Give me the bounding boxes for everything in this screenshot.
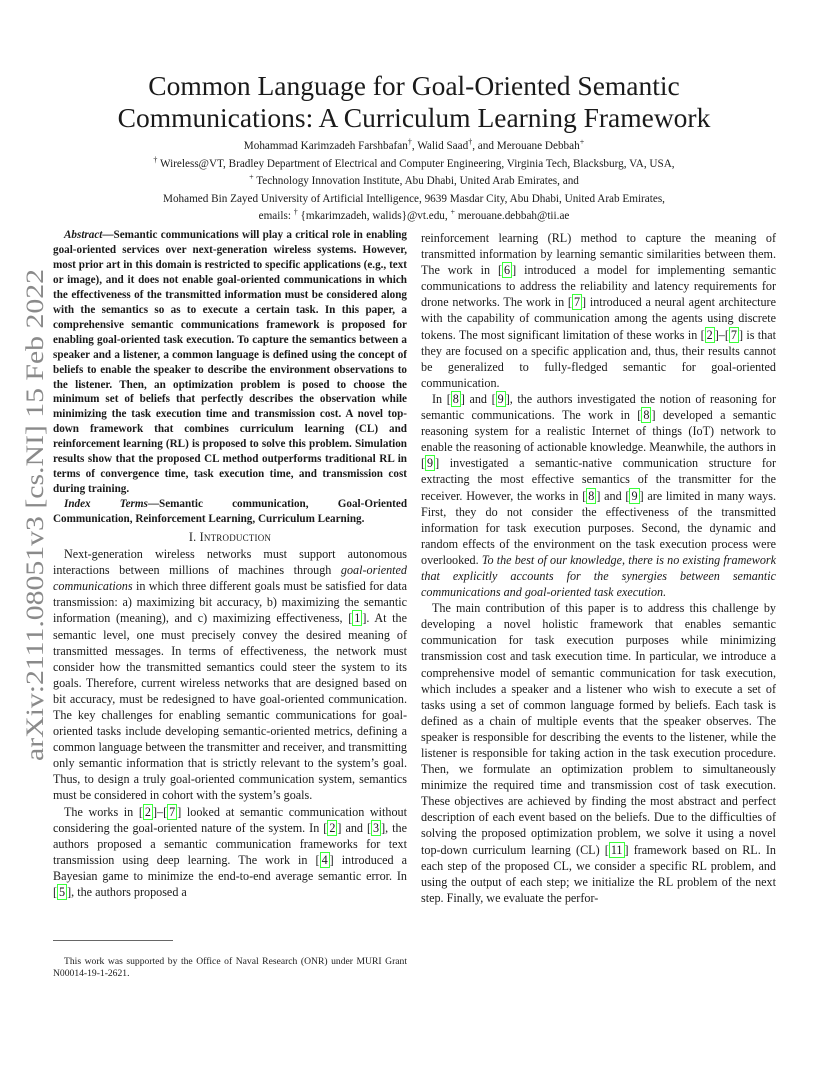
text-run: ] is that they are focused on a specific application and, thus, their results cannot be generalized to fully-fledged semantic for goal-oriented communication. (421, 327, 776, 390)
citation-link[interactable]: 3 (373, 820, 380, 835)
author-list (95, 138, 733, 156)
citation-link[interactable]: 7 (573, 295, 581, 310)
citation-link[interactable]: 5 (59, 885, 66, 900)
affiliation-mark: † (153, 154, 158, 164)
right-column (421, 230, 776, 906)
citation-link[interactable]: 9 (631, 488, 638, 503)
text-run: in which three different goals must be satisfied for data transmission: a) maximizing bit accuracy, b) maximizing the semantic information (meaning), and c) maximizing effectiveness, [ (53, 579, 407, 626)
citation-link[interactable]: 7 (169, 804, 176, 819)
index-terms-text: —Semantic communication, Goal-Oriented Communication, Reinforcement Learning, Curriculum Learning. (53, 498, 408, 526)
citation-link[interactable]: 9 (427, 456, 434, 471)
funding-footnote: This work was supported by the Office of Naval Research (ONR) under MURI Grant N00014-19-1-2621. (53, 955, 407, 980)
text-run: ] and [ (460, 391, 496, 406)
citation-link[interactable]: 8 (643, 408, 650, 423)
affiliation-mark: † (407, 137, 412, 147)
text-run: ] investigated a semantic-native communication structure for extracting the most effective semantics of the transmitter for the receiver. However, the works in [ (421, 456, 776, 503)
citation-link[interactable]: 8 (588, 488, 595, 503)
intro-paragraph-1 (53, 546, 407, 804)
right-paragraph-3 (421, 600, 776, 906)
index-terms-label: Index Terms (64, 498, 148, 511)
text-run: ] looked at semantic communication without considering the goal-oriented nature of the system. In [ (53, 804, 407, 835)
affiliation-mark: † (468, 137, 473, 147)
citation-link[interactable]: 9 (497, 391, 504, 406)
text-run: The works in [ (64, 804, 143, 819)
citation-link[interactable]: 2 (706, 327, 713, 342)
paper-title (95, 70, 733, 134)
abstract-text: —Semantic communications will play a critical role in enabling goal-oriented services over next-generation wireless systems. However, most prior art in this domain is restricted to specific applications (e.g., text or image), and it does not enable goal-oriented communications in which the effectiveness of the transmitted information must be considered along with the semantics so as to execute a certain task. In this paper, a comprehensive semantic communications framework is proposed for enabling goal-oriented task execution. To capture the semantics between a speaker and a listener, a common language is defined using the concept of beliefs to enable the speaker to describe the environment observations to the listener. Then, an optimization problem is posed to choose the minimum set of beliefs that perfectly describes the observation while minimizing the task execution time and transmission cost. A novel top-down framework that combines curriculum learning (CL) and reinforcement learning (RL) is proposed to solve this problem. Simulation results show that the proposed CL method outperforms traditional RL in terms of convergence time, task execution time, and transmission cost during training. (53, 229, 407, 496)
right-paragraph-2 (421, 391, 776, 600)
text-run: The main contribution of this paper is to address this challenge by developing a novel holistic framework that enables semantic communication for task execution purposes while minimizing transmission cost and task execution time. In particular, we introduce a comprehensive model of semantic communication for task execution, which includes a speaker and a listener who wish to execute a set of tasks using a set of common language formed by beliefs. Each task is defined as a chain of multiple events that the speaker observes. The speaker is responsible for describing the events to the listener, while the listener is responsible for taking action in the task execution procedure. Then, we formulate an optimization problem to simultaneously minimize the required time and transmission cost of task execution. These objectives are achieved by finding the most abstract and perfect description of each event based on the beliefs. Due to the difficulties of solving the proposed optimization problem, we solve it using a novel top-down curriculum learning (CL) [ (421, 601, 776, 857)
email-label: emails: (258, 210, 291, 222)
text-run: ] and [ (337, 820, 372, 835)
affiliation-1 (95, 156, 733, 174)
citation-link[interactable]: 6 (504, 263, 511, 278)
text-run: ] and [ (596, 488, 630, 503)
affiliation-2-text: Technology Innovation Institute, Abu Dhabi, United Arab Emirates, and (256, 175, 579, 187)
text-run: ] introduced a Bayesian game to minimize the end-to-end average semantic error. In [ (53, 852, 408, 900)
abstract-label: Abstract (64, 229, 103, 241)
affiliation-mark: + (450, 207, 456, 217)
citation-link[interactable]: 4 (321, 852, 328, 867)
author-2: , Walid Saad (411, 140, 469, 152)
citation-link[interactable]: 2 (144, 804, 151, 819)
arxiv-identifier-text: arXiv:2111.08051v3 [cs.NI] 15 Feb 2022 (22, 347, 49, 761)
author-3: , and Merouane Debbah (472, 140, 580, 152)
email-tii: merouane.debbah@tii.ae (457, 210, 570, 222)
affiliation-3: Mohamed Bin Zayed University of Artificial Intelligence, 9639 Masdar City, Abu Dhabi, United Arab Emirates, (163, 192, 665, 205)
text-run: ] introduced a neural agent architecture with the capability of communication among the agents using discrete tokens. The most significant limitation of these works in [ (421, 295, 776, 342)
text-run: ]–[ (714, 327, 729, 342)
text-run: reinforcement learning (RL) method to capture the meaning of transmitted information by learning semantic similarities between them. The work in [ (421, 231, 776, 278)
text-run: ], the authors proposed a (67, 885, 187, 900)
index-terms (53, 497, 407, 527)
text-run: ]. At the semantic level, one must precisely convey the desired meaning of transmitted messages. In terms of effectiveness, the network must consider how the transmitted semantics could steer the system to its goals. Therefore, current wireless networks that are designed based on bit accuracy, must be redesigned to have goal-oriented communication. The key challenges for enabling semantic communications for goal-oriented tasks include developing semantic-oriented metrics, defining a common language between the transmitter and receiver, and transmitting only semantic information that is strictly relevant to the system’s goal. Thus, to design a truly goal-oriented communication system, semantics must be considered in cohort with the system’s goals. (53, 611, 408, 803)
author-block (95, 138, 733, 226)
emphasis-text: goal-oriented communications (53, 563, 407, 594)
left-column (53, 228, 407, 900)
text-run: ], the authors proposed a semantic communication frameworks for text transmission using deep learning. The work in [ (53, 820, 407, 867)
email-line (95, 208, 733, 226)
citation-link[interactable]: 2 (329, 820, 336, 835)
footnote-rule (53, 940, 173, 941)
text-run: ] are limited in many ways. First, they do not consider the effectiveness of the transmitted information for task execution purposes. Second, the dynamic and random effects of the environment on the task execution process were overlooked. (421, 488, 776, 567)
affiliation-mark: + (579, 137, 585, 147)
text-run: ], the authors investigated the notion of reasoning for semantic communications. The work in [ (421, 391, 776, 423)
right-paragraph-1 (421, 230, 776, 391)
author-1: Mohammad Karimzadeh Farshbafan (243, 140, 408, 152)
paper-title-line-2: Communications: A Curriculum Learning Framework (117, 102, 711, 133)
paper-title-line-1: Common Language for Goal-Oriented Semantic (148, 70, 680, 101)
text-run: In [ (432, 391, 451, 406)
citation-link[interactable]: 8 (452, 391, 459, 406)
text-run: Next-generation wireless networks must support autonomous interactions between millions of machines through (53, 547, 407, 578)
abstract (53, 228, 407, 497)
text-run: ] framework based on RL. In each step of the proposed CL, we consider a specific RL problem, and using the output of each step; we initialize the RL problem of the next step. Finally, we evaluate the perfor- (421, 842, 777, 905)
text-run: ] developed a semantic reasoning system for a realistic Internet of things (IoT) network to enable the reasoning of actionable knowledge. Meanwhile, the authors in [ (421, 408, 777, 471)
arxiv-identifier (14, 264, 54, 764)
affiliation-mark: + (249, 172, 254, 182)
affiliation-2 (95, 173, 733, 191)
email-vt: {mkarimzadeh, walids}@vt.edu, (300, 210, 448, 222)
emphasis-text: To the best of our knowledge, there is no existing framework that explicitly accounts for the synergies between semantic communications and goal-oriented task execution. (421, 552, 777, 600)
text-run: ] introduced a model for implementing semantic communications to address the reliability and latency requirements for drone networks. The work in [ (421, 263, 777, 310)
affiliation-mark: † (293, 207, 298, 217)
intro-paragraph-2 (53, 804, 407, 901)
text-run: ]–[ (153, 804, 168, 819)
affiliation-1-text: Wireless@VT, Bradley Department of Electrical and Computer Engineering, Virginia Tech, Blacksburg, VA, USA, (159, 157, 675, 170)
section-heading-introduction: I. Introduction (188, 530, 272, 545)
citation-link[interactable]: 7 (730, 327, 737, 342)
citation-link[interactable]: 1 (354, 611, 361, 626)
citation-link[interactable]: 11 (610, 842, 623, 857)
